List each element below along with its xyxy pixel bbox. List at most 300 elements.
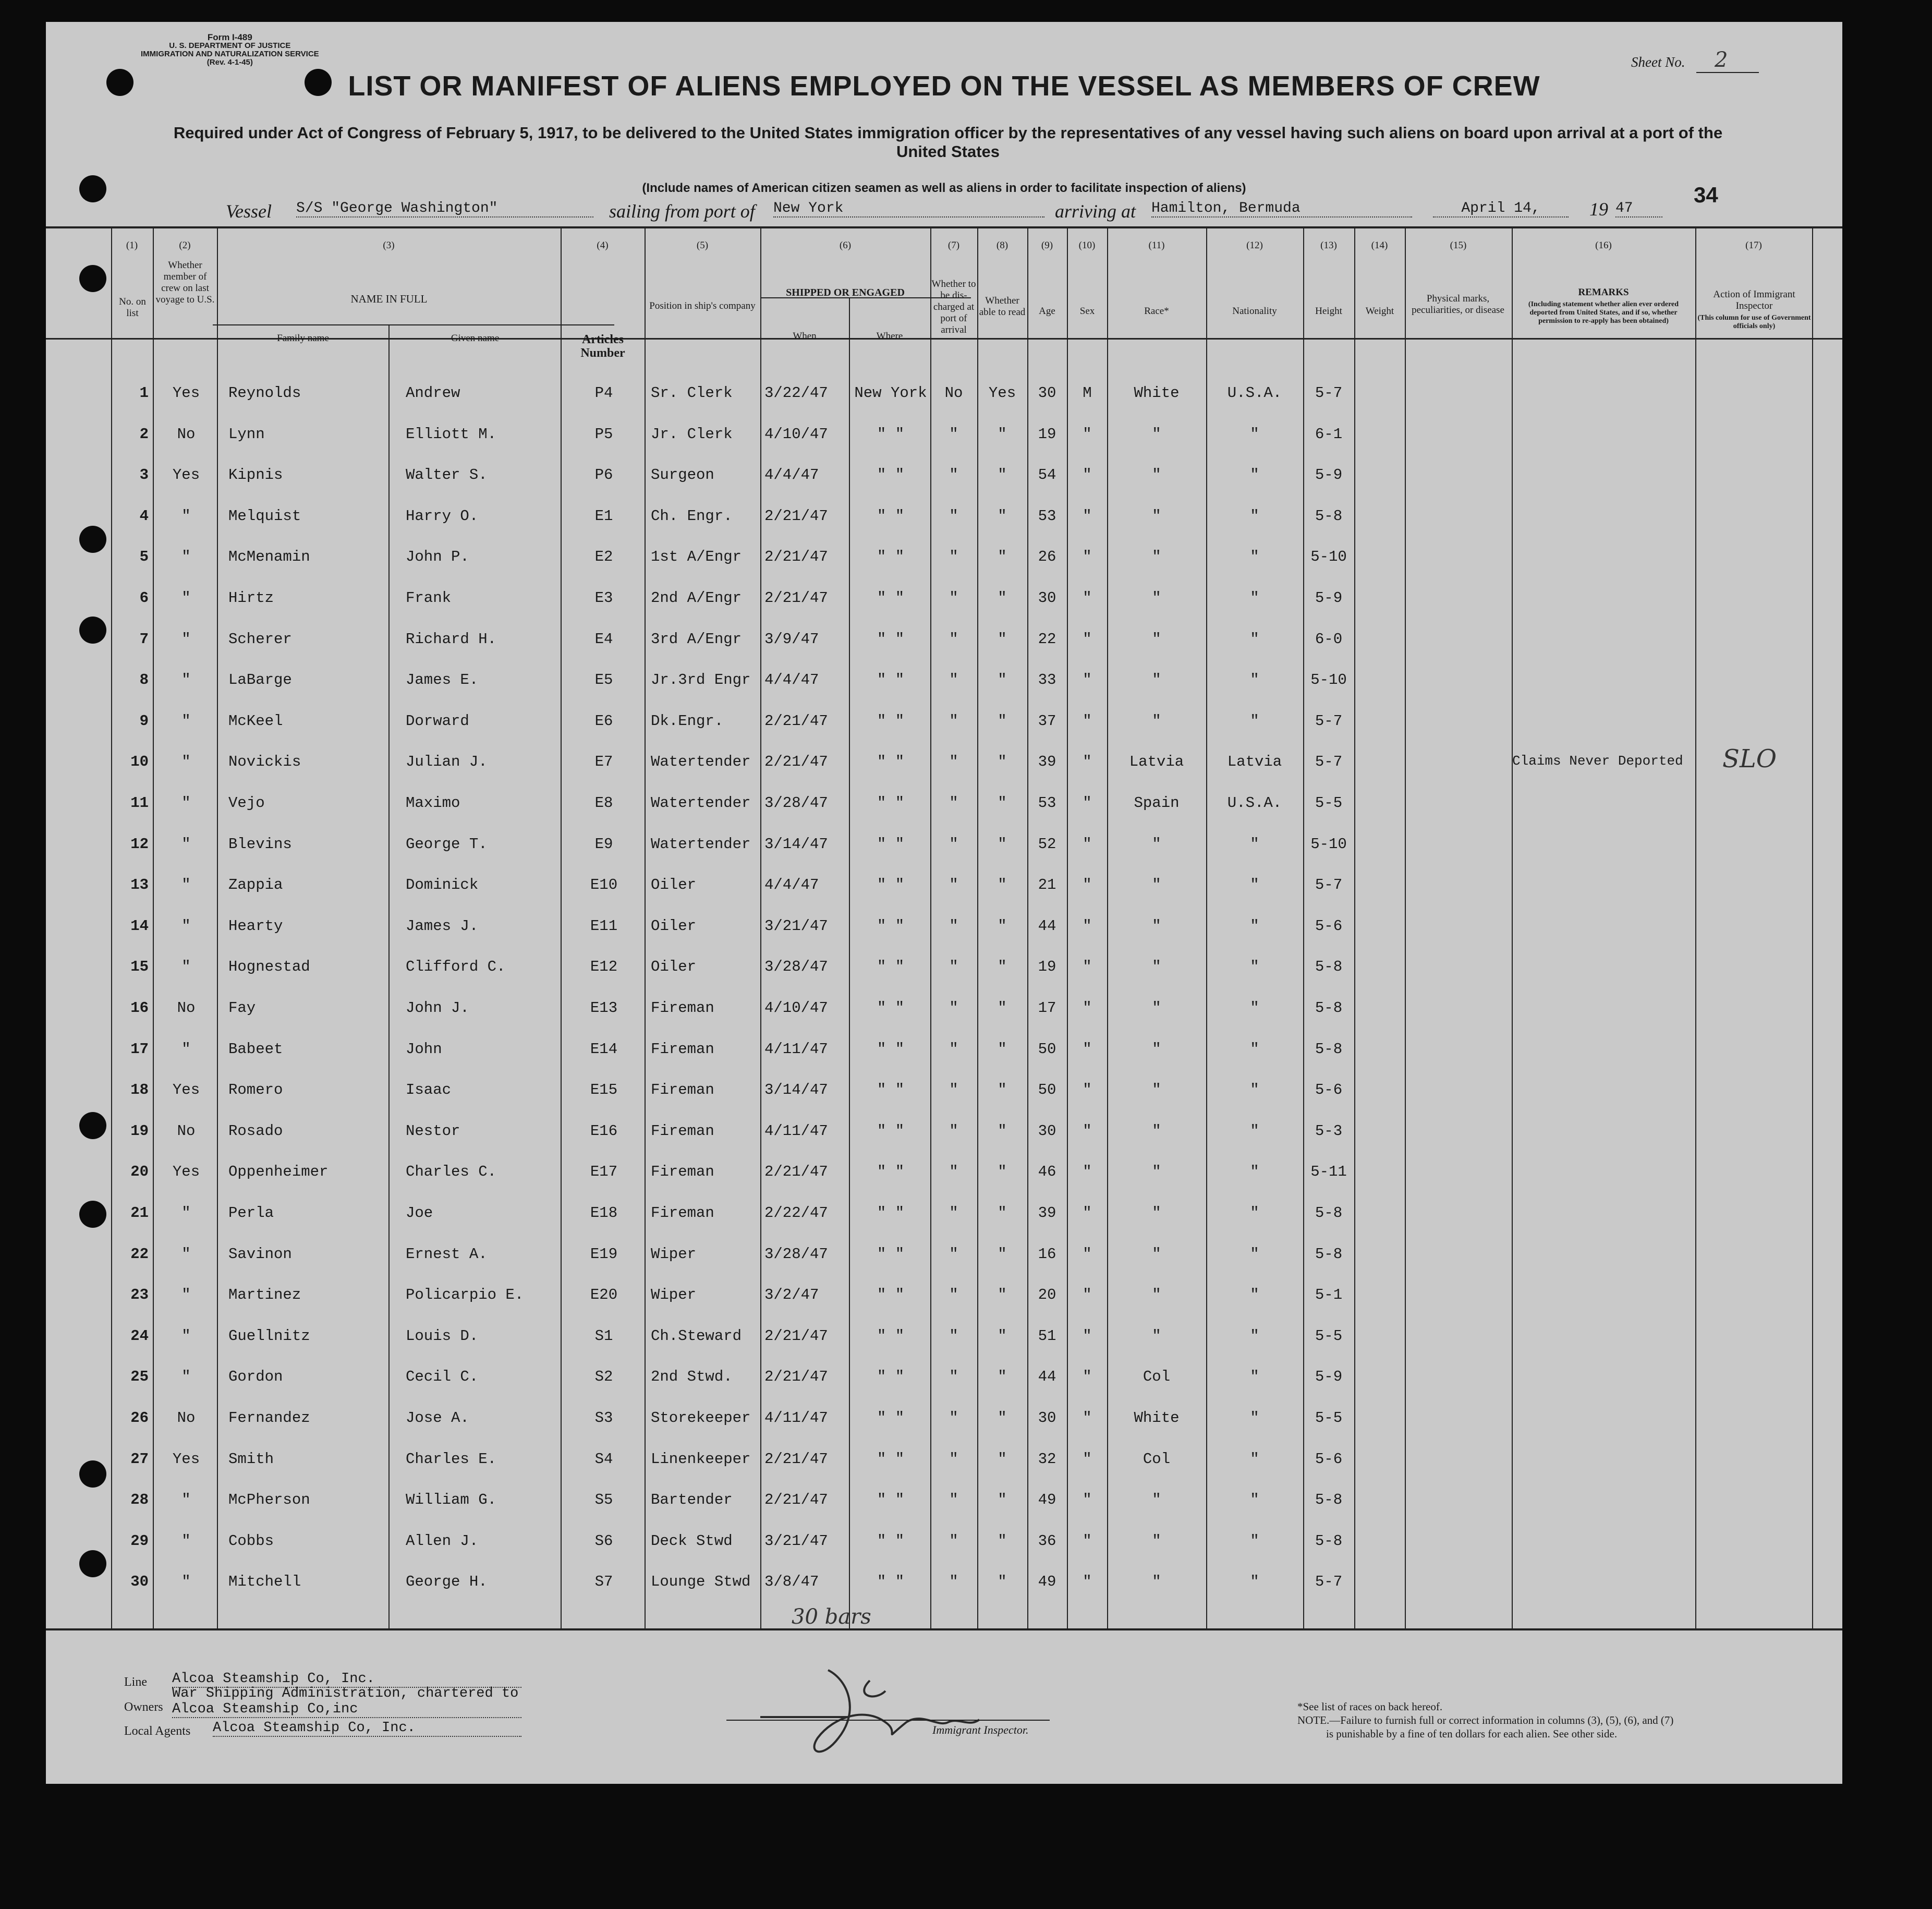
cell-where: " " (877, 836, 905, 853)
cell-ht: 5-6 (1315, 917, 1343, 935)
cell-art: E6 (594, 712, 613, 730)
cell-pos: Fireman (651, 1204, 714, 1222)
sailing-label: sailing from port of (609, 201, 755, 222)
cell-age: 17 (1038, 999, 1056, 1017)
cell-when: 3/21/47 (764, 917, 828, 935)
cell-where: " " (877, 1327, 905, 1345)
service-name: IMMIGRATION AND NATURALIZATION SERVICE (141, 50, 319, 58)
cell-given: Allen J. (406, 1532, 479, 1550)
cell-where: " " (877, 1204, 905, 1222)
cell-no: 25 (130, 1368, 149, 1385)
cell-read: " (998, 999, 1007, 1017)
sailing-port: New York (773, 200, 1044, 218)
cell-given: Harry O. (406, 508, 479, 525)
cell-when: 2/21/47 (764, 1327, 828, 1345)
cell-where: " " (877, 1041, 905, 1058)
cell-no: 1 (139, 384, 149, 402)
local-agents-value: Alcoa Steamship Co, Inc. (213, 1720, 521, 1737)
cell-no: 24 (130, 1327, 149, 1345)
cell-when: 2/21/47 (764, 753, 828, 770)
cell-read: " (998, 958, 1007, 975)
inspector-signature (750, 1649, 1021, 1780)
cell-disch: " (949, 426, 958, 443)
cell-art: P6 (594, 466, 613, 484)
penalty-note-1: NOTE.—Failure to furnish full or correct information in columns (3), (5), (6), and (7) (1297, 1714, 1674, 1726)
cell-art: E7 (594, 753, 613, 770)
cell-nat: " (1250, 1491, 1259, 1508)
header-age: Age (1039, 306, 1055, 317)
cell-art: E14 (590, 1041, 618, 1058)
vessel-name: S/S "George Washington" (296, 200, 593, 218)
cell-prev: " (181, 1573, 191, 1590)
cell-no: 16 (130, 999, 149, 1017)
cell-pos: 1st A/Engr (651, 548, 742, 565)
cell-sex: " (1083, 1327, 1092, 1345)
cell-family: Gordon (228, 1368, 283, 1385)
colnum-15: (15) (1450, 240, 1467, 251)
cell-given: William G. (406, 1491, 497, 1508)
cell-disch: " (949, 958, 958, 975)
cell-given: Dorward (406, 712, 469, 730)
cell-pos: Oiler (651, 876, 697, 893)
cell-sex: " (1083, 1491, 1092, 1508)
cell-given: Richard H. (406, 631, 497, 648)
cell-art: S5 (594, 1491, 613, 1508)
cell-disch: " (949, 548, 958, 565)
local-agents-label: Local Agents (124, 1724, 191, 1738)
cell-disch: " (949, 836, 958, 853)
cell-ht: 5-3 (1315, 1122, 1343, 1140)
cell-race: Col (1143, 1368, 1171, 1385)
cell-disch: " (949, 589, 958, 607)
cell-race: " (1152, 466, 1161, 484)
cell-no: 19 (130, 1122, 149, 1140)
cell-art: E8 (594, 794, 613, 812)
colnum-16: (16) (1595, 240, 1612, 251)
cell-no: 30 (130, 1573, 149, 1590)
cell-family: LaBarge (228, 671, 292, 688)
cell-read: " (998, 1204, 1007, 1222)
cell-art: E11 (590, 917, 618, 935)
cell-ht: 5-10 (1310, 836, 1347, 853)
cell-family: Fay (228, 999, 256, 1017)
cell-ht: 5-6 (1315, 1451, 1343, 1468)
cell-when: 4/4/47 (764, 671, 819, 688)
cell-family: Hognestad (228, 958, 310, 975)
cell-when: 3/9/47 (764, 631, 819, 648)
cell-family: Kipnis (228, 466, 283, 484)
cell-where: " " (877, 1286, 905, 1303)
cell-age: 20 (1038, 1286, 1056, 1303)
cell-prev: " (181, 917, 191, 935)
cell-disch: " (949, 508, 958, 525)
form-identifier (141, 33, 319, 67)
cell-read: " (998, 753, 1007, 770)
cell-given: Joe (406, 1204, 433, 1222)
cell-age: 19 (1038, 958, 1056, 975)
cell-age: 50 (1038, 1041, 1056, 1058)
cell-read: " (998, 1286, 1007, 1303)
vessel-label: Vessel (226, 201, 272, 222)
cell-family: Mitchell (228, 1573, 301, 1590)
cell-read: " (998, 1081, 1007, 1098)
cell-read: " (998, 1041, 1007, 1058)
header-inspector-note: (This column for use of Government officials only) (1697, 314, 1811, 330)
cell-family: Martinez (228, 1286, 301, 1303)
cell-no: 8 (139, 671, 149, 688)
cell-art: E4 (594, 631, 613, 648)
cell-no: 27 (130, 1451, 149, 1468)
cell-when: 3/14/47 (764, 836, 828, 853)
cell-age: 53 (1038, 794, 1056, 812)
cell-no: 29 (130, 1532, 149, 1550)
page-number: 34 (1694, 183, 1718, 207)
cell-when: 3/14/47 (764, 1081, 828, 1098)
cell-where: " " (877, 1491, 905, 1508)
cell-sex: " (1083, 753, 1092, 770)
cell-family: Cobbs (228, 1532, 274, 1550)
cell-where: " " (877, 753, 905, 770)
cell-read: " (998, 712, 1007, 730)
cell-read: " (998, 836, 1007, 853)
cell-disch: " (949, 753, 958, 770)
cell-ht: 5-8 (1315, 1204, 1343, 1222)
cell-disch: " (949, 671, 958, 688)
cell-sex: " (1083, 876, 1092, 893)
cell-ht: 5-7 (1315, 712, 1343, 730)
cell-when: 4/10/47 (764, 426, 828, 443)
colnum-3: (3) (383, 240, 395, 251)
cell-no: 18 (130, 1081, 149, 1098)
cell-age: 26 (1038, 548, 1056, 565)
cell-given: Ernest A. (406, 1246, 488, 1263)
cell-sex: M (1083, 384, 1092, 402)
cell-read: " (998, 794, 1007, 812)
header-shipped-engaged: SHIPPED OR ENGAGED (786, 287, 905, 298)
cell-where: " " (877, 1573, 905, 1590)
cell-art: E9 (594, 836, 613, 853)
colnum-7: (7) (947, 240, 960, 251)
cell-pos: 3rd A/Engr (651, 631, 742, 648)
cell-nat: " (1250, 1081, 1259, 1098)
cell-family: McMenamin (228, 548, 310, 565)
cell-age: 53 (1038, 508, 1056, 525)
cell-art: P4 (594, 384, 613, 402)
cell-art: E2 (594, 548, 613, 565)
cell-read: " (998, 426, 1007, 443)
cell-disch: " (949, 999, 958, 1017)
cell-ht: 5-1 (1315, 1286, 1343, 1303)
cell-age: 39 (1038, 1204, 1056, 1222)
cell-ht: 5-9 (1315, 466, 1343, 484)
cell-nat: " (1250, 1573, 1259, 1590)
cell-pos: Watertender (651, 753, 751, 770)
cell-prev: Yes (172, 1451, 200, 1468)
cell-nat: " (1250, 671, 1259, 688)
cell-pos: Fireman (651, 1122, 714, 1140)
cell-given: Maximo (406, 794, 460, 812)
cell-sex: " (1083, 1246, 1092, 1263)
cell-disch: " (949, 1163, 958, 1180)
cell-read: " (998, 589, 1007, 607)
cell-when: 2/21/47 (764, 1163, 828, 1180)
cell-race: " (1152, 876, 1161, 893)
colnum-11: (11) (1148, 240, 1165, 251)
cell-age: 19 (1038, 426, 1056, 443)
cell-read: " (998, 1491, 1007, 1508)
cell-race: " (1152, 589, 1161, 607)
cell-read: " (998, 917, 1007, 935)
cell-pos: Jr. Clerk (651, 426, 733, 443)
cell-pos: 2nd A/Engr (651, 589, 742, 607)
cell-pos: Storekeeper (651, 1409, 751, 1427)
cell-ht: 5-7 (1315, 876, 1343, 893)
cell-ht: 5-9 (1315, 589, 1343, 607)
cell-art: S7 (594, 1573, 613, 1590)
header-given-name: Given name (451, 333, 500, 344)
cell-where: " " (877, 794, 905, 812)
cell-race: " (1152, 712, 1161, 730)
arrival-year: 47 (1615, 200, 1662, 218)
cell-family: McPherson (228, 1491, 310, 1508)
year-prefix: 19 (1589, 199, 1608, 220)
binder-hole (79, 617, 106, 644)
cell-read: " (998, 1368, 1007, 1385)
cell-race: " (1152, 1081, 1161, 1098)
cell-pos: Oiler (651, 917, 697, 935)
cell-disch: " (949, 1409, 958, 1427)
cell-disch: " (949, 1286, 958, 1303)
cell-pos: Fireman (651, 1081, 714, 1098)
colnum-2: (2) (179, 240, 191, 251)
cell-age: 30 (1038, 1409, 1056, 1427)
cell-when: 3/28/47 (764, 1246, 828, 1263)
cell-race: " (1152, 426, 1161, 443)
cell-nat: " (1250, 1122, 1259, 1140)
cell-where: " " (877, 508, 905, 525)
cell-no: 11 (130, 794, 149, 812)
cell-family: Rosado (228, 1122, 283, 1140)
inspector-label: Immigrant Inspector. (932, 1723, 1029, 1736)
cell-race: " (1152, 1041, 1161, 1058)
cell-race: " (1152, 1163, 1161, 1180)
cell-art: E19 (590, 1246, 618, 1263)
cell-prev: " (181, 508, 191, 525)
cell-pos: Ch.Steward (651, 1327, 742, 1345)
cell-pos: Bartender (651, 1491, 733, 1508)
colnum-4: (4) (597, 240, 609, 251)
cell-art: E16 (590, 1122, 618, 1140)
cell-disch: " (949, 876, 958, 893)
cell-where: " " (877, 876, 905, 893)
header-height: Height (1315, 306, 1342, 317)
cell-race: White (1134, 1409, 1180, 1427)
cell-disch: No (944, 384, 963, 402)
cell-where: " " (877, 1122, 905, 1140)
cell-disch: " (949, 466, 958, 484)
cell-ht: 5-5 (1315, 794, 1343, 812)
cell-no: 6 (139, 589, 149, 607)
cell-pos: Fireman (651, 1041, 714, 1058)
cell-art: E15 (590, 1081, 618, 1098)
binder-hole (79, 1112, 106, 1139)
cell-prev: No (177, 426, 196, 443)
cell-family: Reynolds (228, 384, 301, 402)
cell-race: " (1152, 631, 1161, 648)
cell-race: " (1152, 1532, 1161, 1550)
cell-art: P5 (594, 426, 613, 443)
cell-nat: " (1250, 631, 1259, 648)
cell-sex: " (1083, 836, 1092, 853)
cell-read: " (998, 1451, 1007, 1468)
colnum-8: (8) (996, 240, 1008, 251)
cell-family: Vejo (228, 794, 265, 812)
cell-ht: 5-7 (1315, 1573, 1343, 1590)
cell-art: E17 (590, 1163, 618, 1180)
cell-race: Spain (1134, 794, 1180, 812)
cell-no: 10 (130, 753, 149, 770)
cell-no: 21 (130, 1204, 149, 1222)
colnum-14: (14) (1371, 240, 1388, 251)
colnum-1: (1) (126, 240, 138, 251)
cell-given: Elliott M. (406, 426, 497, 443)
cell-read: " (998, 508, 1007, 525)
cell-disch: " (949, 1204, 958, 1222)
cell-ht: 5-8 (1315, 1246, 1343, 1263)
binder-hole (79, 265, 106, 292)
cell-race: " (1152, 508, 1161, 525)
cell-pos: Dk.Engr. (651, 712, 724, 730)
cell-art: E20 (590, 1286, 618, 1303)
cell-ht: 6-1 (1315, 426, 1343, 443)
cell-nat: " (1250, 548, 1259, 565)
cell-given: Policarpio E. (406, 1286, 524, 1303)
cell-where: " " (877, 958, 905, 975)
header-remarks-note: (Including statement whether alien ever ordered deported from United States, and if so, whether permission to re-apply has been obtained) (1528, 300, 1679, 325)
cell-prev: " (181, 631, 191, 648)
cell-family: Hirtz (228, 589, 274, 607)
cell-where: " " (877, 1532, 905, 1550)
cell-sex: " (1083, 671, 1092, 688)
cell-nat: " (1250, 1163, 1259, 1180)
cell-disch: " (949, 1081, 958, 1098)
cell-where: " " (877, 1451, 905, 1468)
cell-no: 12 (130, 836, 149, 853)
cell-family: Novickis (228, 753, 301, 770)
binder-hole (106, 69, 133, 96)
cell-prev: " (181, 1204, 191, 1222)
cell-no: 26 (130, 1409, 149, 1427)
cell-read: " (998, 1532, 1007, 1550)
arriving-port: Hamilton, Bermuda (1151, 200, 1412, 218)
cell-family: Savinon (228, 1246, 292, 1263)
cell-age: 16 (1038, 1246, 1056, 1263)
cell-where: New York (854, 384, 927, 402)
cell-prev: " (181, 1532, 191, 1550)
cell-disch: " (949, 794, 958, 812)
cell-no: 23 (130, 1286, 149, 1303)
cell-where: " " (877, 671, 905, 688)
penalty-note-2: is punishable by a fine of ten dollars for each alien. See other side. (1326, 1727, 1618, 1740)
cell-pos: Wiper (651, 1246, 697, 1263)
binder-hole (79, 526, 106, 553)
cell-age: 54 (1038, 466, 1056, 484)
cell-pos: Watertender (651, 794, 751, 812)
colnum-12: (12) (1246, 240, 1263, 251)
cell-given: Louis D. (406, 1327, 479, 1345)
cell-family: Scherer (228, 631, 292, 648)
cell-pos: Sr. Clerk (651, 384, 733, 402)
colnum-5: (5) (696, 240, 709, 251)
header-physical-marks: Physical marks, peculiarities, or disease (1412, 293, 1504, 316)
arriving-label: arriving at (1055, 201, 1136, 222)
cell-read: " (998, 1573, 1007, 1590)
header-inspector-action: Action of Immigrant Inspector (1713, 289, 1795, 311)
colnum-13: (13) (1320, 240, 1337, 251)
cell-age: 44 (1038, 917, 1056, 935)
cell-ht: 5-8 (1315, 508, 1343, 525)
cell-nat: " (1250, 999, 1259, 1017)
cell-family: Zappia (228, 876, 283, 893)
cell-ht: 5-8 (1315, 999, 1343, 1017)
cell-given: Dominick (406, 876, 479, 893)
cell-sex: " (1083, 508, 1092, 525)
cell-age: 39 (1038, 753, 1056, 770)
manifest-sheet (46, 22, 1842, 1784)
cell-art: S6 (594, 1532, 613, 1550)
cell-prev: No (177, 1122, 196, 1140)
cell-pos: 2nd Stwd. (651, 1368, 733, 1385)
cell-nat: " (1250, 1451, 1259, 1468)
binder-hole (79, 1550, 106, 1577)
cell-prev: " (181, 794, 191, 812)
cell-prev: " (181, 876, 191, 893)
cell-art: E10 (590, 876, 618, 893)
cell-family: Romero (228, 1081, 283, 1098)
cell-art: E3 (594, 589, 613, 607)
cell-family: Perla (228, 1204, 274, 1222)
cell-race: White (1134, 384, 1180, 402)
cell-pos: Fireman (651, 999, 714, 1017)
cell-prev: No (177, 1409, 196, 1427)
cell-given: Cecil C. (406, 1368, 479, 1385)
cell-disch: " (949, 1327, 958, 1345)
cell-race: " (1152, 1286, 1161, 1303)
cell-family: Guellnitz (228, 1327, 310, 1345)
cell-nat: " (1250, 836, 1259, 853)
cell-art: S1 (594, 1327, 613, 1345)
cell-no: 14 (130, 917, 149, 935)
cell-nat: " (1250, 508, 1259, 525)
cell-pos: Fireman (651, 1163, 714, 1180)
cell-prev: " (181, 1041, 191, 1058)
cell-no: 9 (139, 712, 149, 730)
cell-disch: " (949, 1122, 958, 1140)
cell-age: 30 (1038, 384, 1056, 402)
cell-pos: Lounge Stwd (651, 1573, 751, 1590)
cell-no: 2 (139, 426, 149, 443)
header-sex: Sex (1079, 306, 1095, 317)
cell-nat: " (1250, 1409, 1259, 1427)
header-weight: Weight (1365, 306, 1394, 317)
cell-sex: " (1083, 631, 1092, 648)
cell-sex: " (1083, 548, 1092, 565)
cell-age: 46 (1038, 1163, 1056, 1180)
cell-disch: " (949, 917, 958, 935)
cell-ht: 5-7 (1315, 384, 1343, 402)
cell-given: Nestor (406, 1122, 460, 1140)
cell-prev: " (181, 589, 191, 607)
